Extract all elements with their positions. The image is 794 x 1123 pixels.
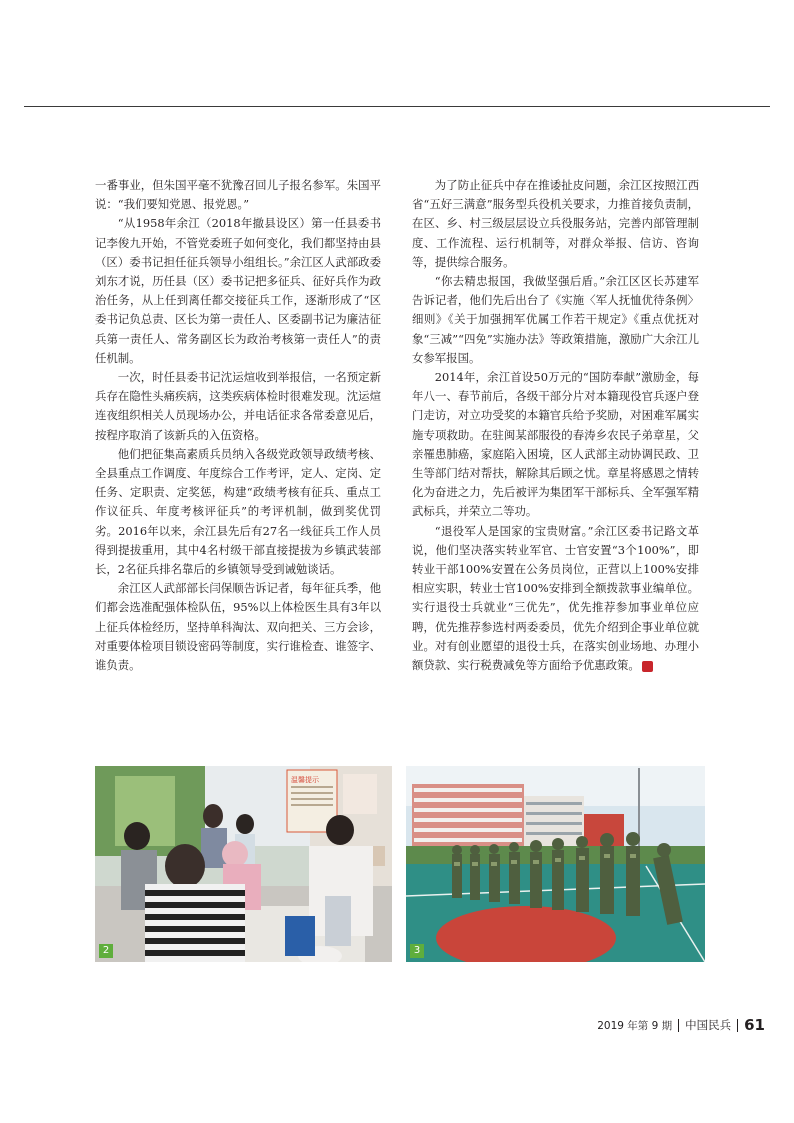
paragraph-text: “退役军人是国家的宝贵财富。”余江区委书记路文革说，他们坚决落实转业军官、士官安置“3个100%”，即转业干部100%安置在公务员岗位，正营以上100%安排相应实职，转业士官100%安排到全额拨款事业编单位。实行退役士兵就业“三优先”，优先推荐参加事业单位应聘，优先推荐参选村两委委员，优先介绍到企事业单位就业。对有创业愿望的退役士兵，在落实创业场地、办理小额贷款、实行税费减免等方面给予优惠政策。 (412, 523, 699, 673)
page-number: 61 (744, 1016, 765, 1034)
article-column-right (412, 176, 699, 675)
page-footer (597, 1016, 765, 1034)
paragraph: 他们把征集高素质兵员纳入各级党政领导政绩考核、全县重点工作调度、年度综合工作考评，定人、定岗、定任务、定职责、定奖惩，构建“政绩考核有征兵、重点工作议征兵、年度考核评征兵”的考评机制，做到奖优罚劣。2016年以来，余江县先后有27名一线征兵工作人员得到提拔重用，其中4名村级干部直接提拔为乡镇武装部长，2名征兵排名靠后的乡镇领导受到诫勉谈话。 (95, 446, 381, 577)
paragraph: “从1958年余江（2018年撤县设区）第一任县委书记李俊九开始，不管党委班子如何变化，我们都坚持由县（区）委书记担任征兵领导小组组长。”余江区人武部政委刘东才说，历任县（区）委书记把多征兵、征好兵作为政治任务，从上任到离任都交接征兵工作，逐渐形成了“区委书记负总责、区长为第一责任人、区委副书记为廉洁征兵第一责任人、常务副区长为政治考核第一责任人”的责任机制。 (95, 216, 381, 365)
paragraph: 为了防止征兵中存在推诿扯皮问题，余江区按照江西省“五好三满意”服务型兵役机关要求，力推首接负责制，在区、乡、村三级层层设立兵役服务站，完善内部管理制度、工作流程、运行机制等，对群众举报、信访、咨询等，提供综合服务。 (412, 178, 699, 269)
medical-exam-illustration (95, 766, 392, 962)
paragraph-last (412, 522, 699, 676)
paragraph: 余江区人武部部长闫保顺告诉记者，每年征兵季，他们都会选准配强体检队伍，95%以上体检医生具有3年以上征兵体检经历，坚持单科淘汰、双向把关、三方会诊，对重要体检项目锁设密码等制度，实行谁检查、谁签字、谁负责。 (95, 581, 381, 673)
paragraph: “你去精忠报国，我做坚强后盾。”余江区区长苏建军告诉记者，他们先后出台了《实施〈军人抚恤优待条例〉细则》《关于加强拥军优属工作若干规定》《重点优抚对象“三减”“四免”实施办法》等政策措施，激励广大余江儿女参军报国。 (412, 274, 699, 365)
recruits-lineup-illustration (406, 766, 705, 962)
end-of-article-mark: F (642, 661, 653, 672)
poster-title: 温馨提示 (291, 777, 319, 784)
footer-divider (678, 1019, 679, 1032)
photo-recruits-lineup (406, 766, 705, 962)
photo-number-badge: 3 (410, 944, 424, 958)
article-column-left (95, 176, 381, 675)
photo-medical-exam (95, 766, 392, 962)
header-rule (24, 106, 770, 107)
footer-divider (737, 1019, 738, 1032)
paragraph: 一番事业，但朱国平毫不犹豫召回儿子报名参军。朱国平说：“我们要知党恩、报党恩。” (95, 178, 381, 212)
issue-label: 2019 年第 9 期 (597, 1019, 673, 1032)
paragraph: 一次，时任县委书记沈运煊收到举报信，一名预定新兵存在隐性头痛疾病，这类疾病体检时很难发现。沈运煊连夜组织相关人员现场办公，并电话征求各常委意见后，按程序取消了该新兵的入伍资格。 (95, 370, 381, 442)
paragraph: 2014年，余江首设50万元的“国防奉献”激励金，每年八一、春节前后，各级干部分片对本籍现役官兵逐户登门走访，对立功受奖的本籍官兵给予奖励，对困难军属实施专项救助。在驻闽某部服役的春涛乡农民子弟章星，父亲罹患肺癌，家庭陷入困境，区人武部主动协调民政、卫生等部门结对帮扶，解除其后顾之忧。章星将感恩之情转化为奋进之力，先后被评为集团军干部标兵、全军强军精武标兵，并荣立二等功。 (412, 370, 699, 519)
photo-number-badge: 2 (99, 944, 113, 958)
magazine-name: 中国民兵 (685, 1018, 732, 1032)
